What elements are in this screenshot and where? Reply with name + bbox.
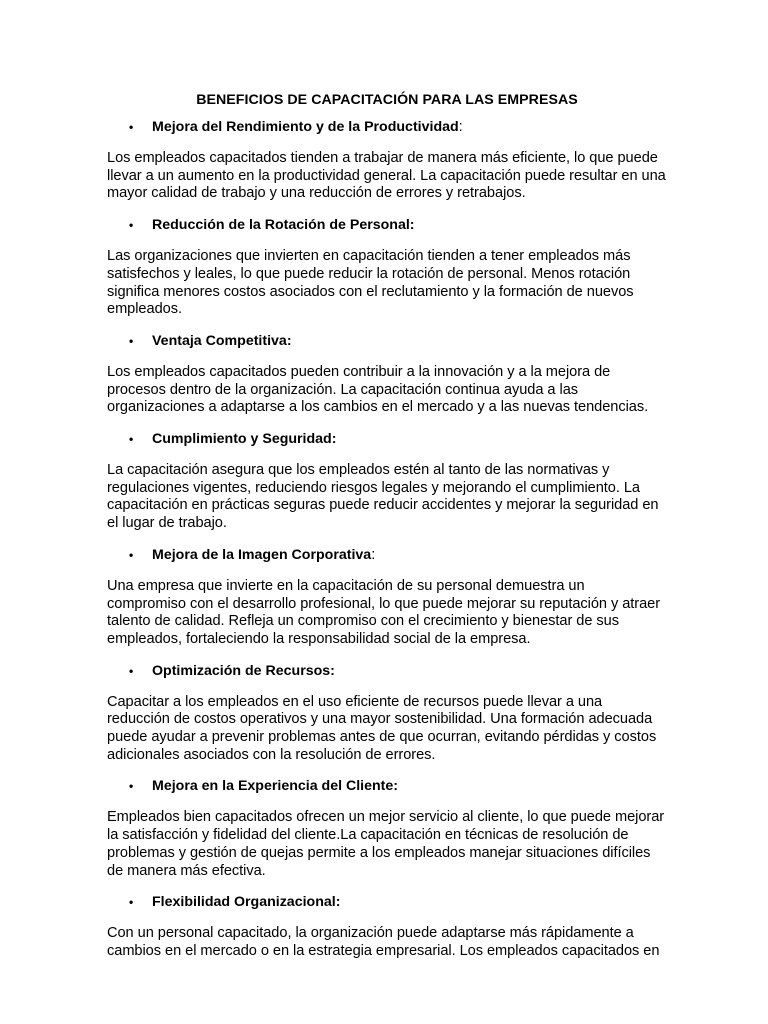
heading-text: Ventaja Competitiva: [152,332,292,349]
heading-line [152,547,375,564]
section-paragraph: Las organizaciones que invierten en capacitación tienden a tener empleados más satisfechos y leales, lo que puede reducir la rotación de personal. Menos rotación significa menores costos asociados con el reclutamiento y la formación de nuevos empleados. [107,248,634,318]
section [107,119,667,203]
bullet-icon: • [129,120,134,134]
section [107,217,667,319]
heading-line [152,663,335,680]
heading-line [152,894,340,911]
section-heading [107,547,667,564]
section-heading [107,333,667,350]
section-paragraph: Una empresa que invierte en la capacitación de su personal demuestra un compromiso con el desarrollo profesional, lo que puede mejorar su reputación y atraer talento de calidad. Refleja un compromiso con el crecimiento y bienestar de sus empleados, fortaleciendo la responsabilidad social de la empresa. [107,577,661,647]
section-paragraph: Los empleados capacitados tienden a trabajar de manera más eficiente, lo que puede llevar a un aumento en la productividad general. La capacitación puede resultar en una mayor calidad de trabajo y una reducción de errores y retrabajos. [107,150,666,202]
section [107,778,667,880]
bullet-icon: • [129,779,134,794]
section [107,894,667,960]
heading-suffix: : [458,119,463,135]
heading-line [152,431,336,448]
section-paragraph: Con un personal capacitado, la organización puede adaptarse más rápidamente a cambios en el mercado o en la estrategia empresarial. Los empleados capacitados en [107,925,660,959]
bullet-icon: • [129,547,134,562]
bullet-icon: • [129,432,134,447]
heading-line [152,217,415,234]
section-paragraph: Los empleados capacitados pueden contribuir a la innovación y a la mejora de procesos dentro de la organización. La capacitación continua ayuda a las organizaciones a adaptarse a los cambios en el mercado y a las nuevas tendencias. [107,363,649,416]
section-heading [107,431,667,448]
section-heading [107,217,667,234]
section-heading [107,778,667,795]
section-paragraph: Empleados bien capacitados ofrecen un mejor servicio al cliente, lo que puede mejorar la satisfacción y fidelidad del cliente.La capacitación en técnicas de resolución de problemas y gestión de quejas permite a los empleados manejar situaciones difíciles de manera más efectiva. [107,809,665,879]
heading-text: Optimización de Recursos: [152,662,335,679]
section [107,547,667,649]
heading-line [152,333,292,350]
section-heading [107,119,667,136]
section-paragraph: Capacitar a los empleados en el uso eficiente de recursos puede llevar a una reducción de costos operativos y una mayor sostenibilidad. Una formación adecuada puede ayudar a prevenir problemas antes de que ocurran, evitando pérdidas y costos adicionales asociados con la resolución de errores. [107,693,657,763]
bullet-icon: • [129,218,134,233]
heading-text: Mejora de la Imagen Corporativa [152,546,372,563]
document-title: BENEFICIOS DE CAPACITACIÓN PARA LAS EMPRESAS [196,92,578,108]
heading-text: Mejora en la Experiencia del Cliente: [152,778,399,795]
section-paragraph: La capacitación asegura que los empleados estén al tanto de las normativas y regulaciones vigentes, reduciendo riesgos legales y mejorando el cumplimiento. La capacitación en prácticas seguras puede reducir accidentes y mejorar la seguridad en el lugar de trabajo. [107,462,659,532]
heading-text: Mejora del Rendimiento y de la Productividad [152,119,459,135]
heading-text: Flexibilidad Organizacional: [152,894,341,911]
heading-suffix: : [371,546,376,563]
heading-line [152,119,463,136]
sections-container [107,119,667,961]
section-heading [107,894,667,911]
document-page [107,92,667,975]
section [107,333,667,417]
section-heading [107,663,667,680]
bullet-icon: • [129,895,134,910]
heading-line [152,778,398,795]
bullet-icon: • [129,663,134,678]
heading-text: Cumplimiento y Seguridad: [152,431,337,448]
bullet-icon: • [129,333,134,348]
section [107,431,667,533]
section [107,663,667,765]
heading-text: Reducción de la Rotación de Personal: [152,217,415,234]
